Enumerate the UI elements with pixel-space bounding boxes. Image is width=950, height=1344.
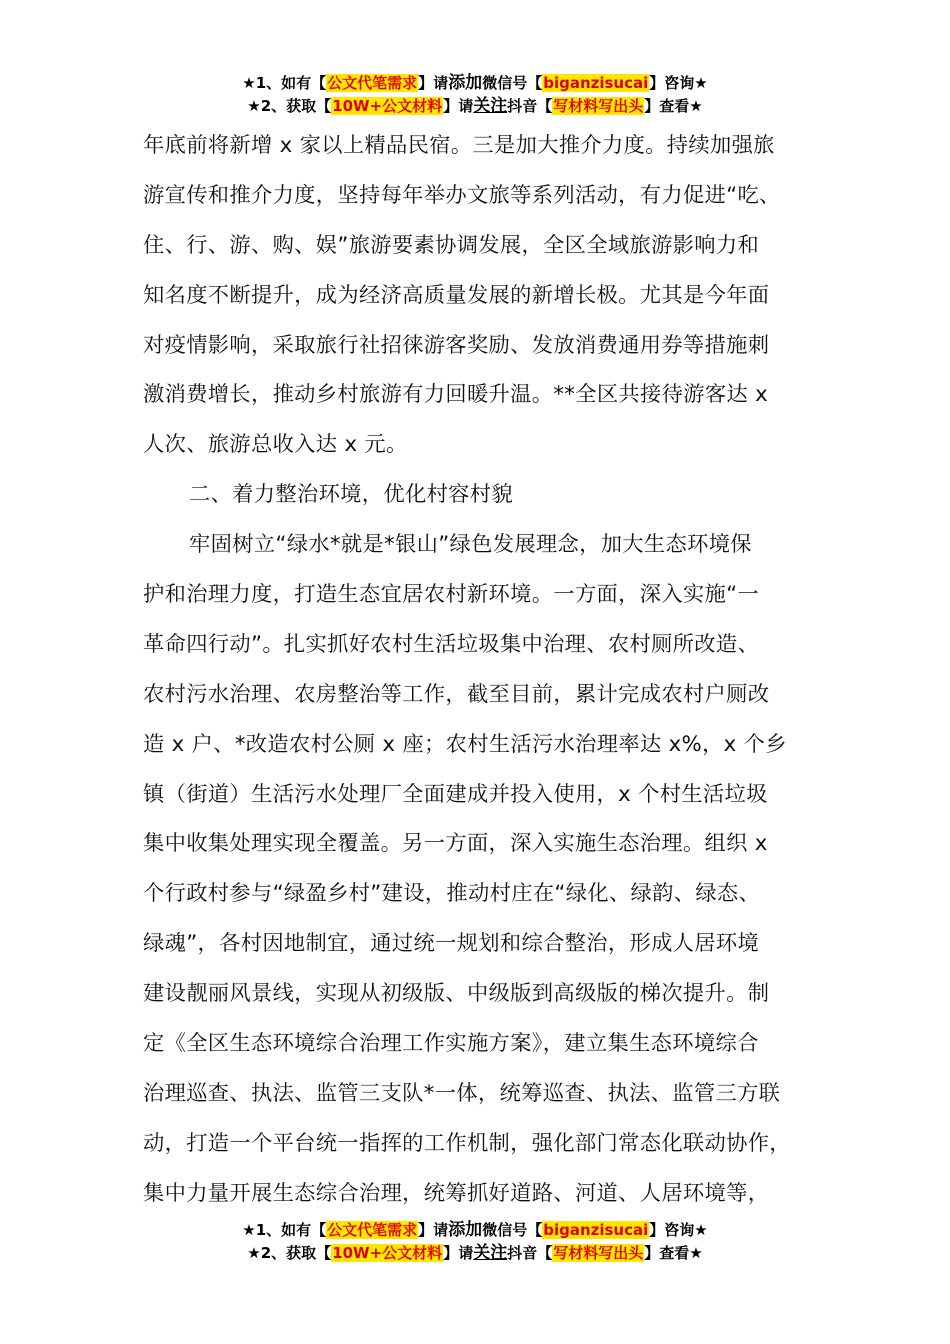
body-line: 动，打造一个平台统一指挥的工作机制，强化部门常态化联动协作， [143, 1130, 791, 1156]
body-line: 个行政村参与“绿盈乡村”建设，推动村庄在“绿化、绿韵、绿态、 [143, 881, 761, 907]
body-line: 治理巡查、执法、监管三支队*一体，统筹巡查、执法、监管三方联 [143, 1080, 781, 1106]
banner-highlight-wechat-id: biganzisucai [543, 74, 649, 92]
body-line: 对疫情影响，采取旅行社招徕游客奖励、发放消费通用券等措施刺 [143, 332, 770, 358]
banner-line-1 [0, 72, 950, 95]
body-line: 镇（街道）生活污水处理厂全面建成并投入使用，x 个村生活垃圾 [143, 781, 768, 807]
body-line: 牢固树立“绿水*就是*银山”绿色发展理念，加大生态环境保 [189, 532, 752, 558]
banner-highlight-douyin: 写材料写出头 [553, 1244, 644, 1262]
banner-emphasis: 添加 [448, 73, 483, 93]
banner-highlight-service: 公文代笔需求 [327, 74, 418, 92]
banner-text: 微信号【 [482, 1221, 543, 1239]
banner-line-2 [0, 95, 950, 118]
footer-banner [0, 1219, 950, 1265]
body-line: 游宣传和推介力度，坚持每年举办文旅等系列活动，有力促进“吃、 [143, 182, 781, 208]
body-line: 激消费增长，推动乡村旅游有力回暖升温。**全区共接待游客达 x [143, 382, 768, 408]
banner-text: ★2、获取【 [247, 97, 332, 115]
banner-line-1 [0, 1219, 950, 1242]
body-line: 绿魂”，各村因地制宜，通过统一规划和综合整治，形成人居环境 [143, 931, 760, 957]
banner-text: 微信号【 [482, 74, 543, 92]
banner-text: 】查看★ [644, 97, 703, 115]
body-line: 人次、旅游总收入达 x 元。 [143, 432, 408, 458]
body-line: 知名度不断提升，成为经济高质量发展的新增长极。尤其是今年面 [143, 282, 770, 308]
body-line: 护和治理力度，打造生态宜居农村新环境。一方面，深入实施“一 [143, 582, 760, 608]
banner-emphasis: 添加 [448, 1220, 483, 1240]
banner-text: ★2、获取【 [247, 1244, 332, 1262]
section-heading: 二、着力整治环境，优化村容村貌 [189, 482, 513, 508]
banner-line-2 [0, 1242, 950, 1265]
banner-text: 抖音【 [507, 1244, 553, 1262]
banner-text: 】请 [418, 74, 449, 92]
body-line: 定《全区生态环境综合治理工作实施方案》，建立集生态环境综合 [143, 1031, 759, 1057]
banner-highlight-materials: 10W+公文材料 [332, 97, 443, 115]
body-line: 革命四行动”。扎实抓好农村生活垃圾集中治理、农村厕所改造、 [143, 631, 760, 657]
banner-text: 】咨询★ [649, 74, 708, 92]
banner-text: 】咨询★ [649, 1221, 708, 1239]
banner-text: ★1、如有【 [242, 74, 327, 92]
banner-text: 】查看★ [644, 1244, 703, 1262]
banner-highlight-materials: 10W+公文材料 [332, 1244, 443, 1262]
body-line: 造 x 户、*改造农村公厕 x 座；农村生活污水治理率达 x%，x 个乡 [143, 731, 787, 757]
body-line: 建设靓丽风景线，实现从初级版、中级版到高级版的梯次提升。制 [143, 981, 770, 1007]
banner-highlight-douyin: 写材料写出头 [553, 97, 644, 115]
header-banner [0, 72, 950, 118]
banner-text: 】请 [443, 1244, 474, 1262]
banner-emphasis: 关注 [473, 96, 508, 116]
banner-highlight-wechat-id: biganzisucai [543, 1221, 649, 1239]
body-line: 住、行、游、购、娱”旅游要素协调发展，全区全域旅游影响力和 [143, 232, 760, 258]
body-line: 集中力量开展生态综合治理，统筹抓好道路、河道、人居环境等， [143, 1180, 770, 1206]
banner-emphasis: 关注 [473, 1243, 508, 1263]
body-line: 农村污水治理、农房整治等工作，截至目前，累计完成农村户厕改 [143, 681, 770, 707]
document-body [143, 121, 833, 1219]
banner-text: 抖音【 [507, 97, 553, 115]
body-line: 集中收集处理实现全覆盖。另一方面，深入实施生态治理。组织 x [143, 831, 768, 857]
body-line: 年底前将新增 x 家以上精品民宿。三是加大推介力度。持续加强旅 [143, 133, 775, 158]
banner-text: ★1、如有【 [242, 1221, 327, 1239]
banner-text: 】请 [443, 97, 474, 115]
banner-text: 】请 [418, 1221, 449, 1239]
banner-highlight-service: 公文代笔需求 [327, 1221, 418, 1239]
